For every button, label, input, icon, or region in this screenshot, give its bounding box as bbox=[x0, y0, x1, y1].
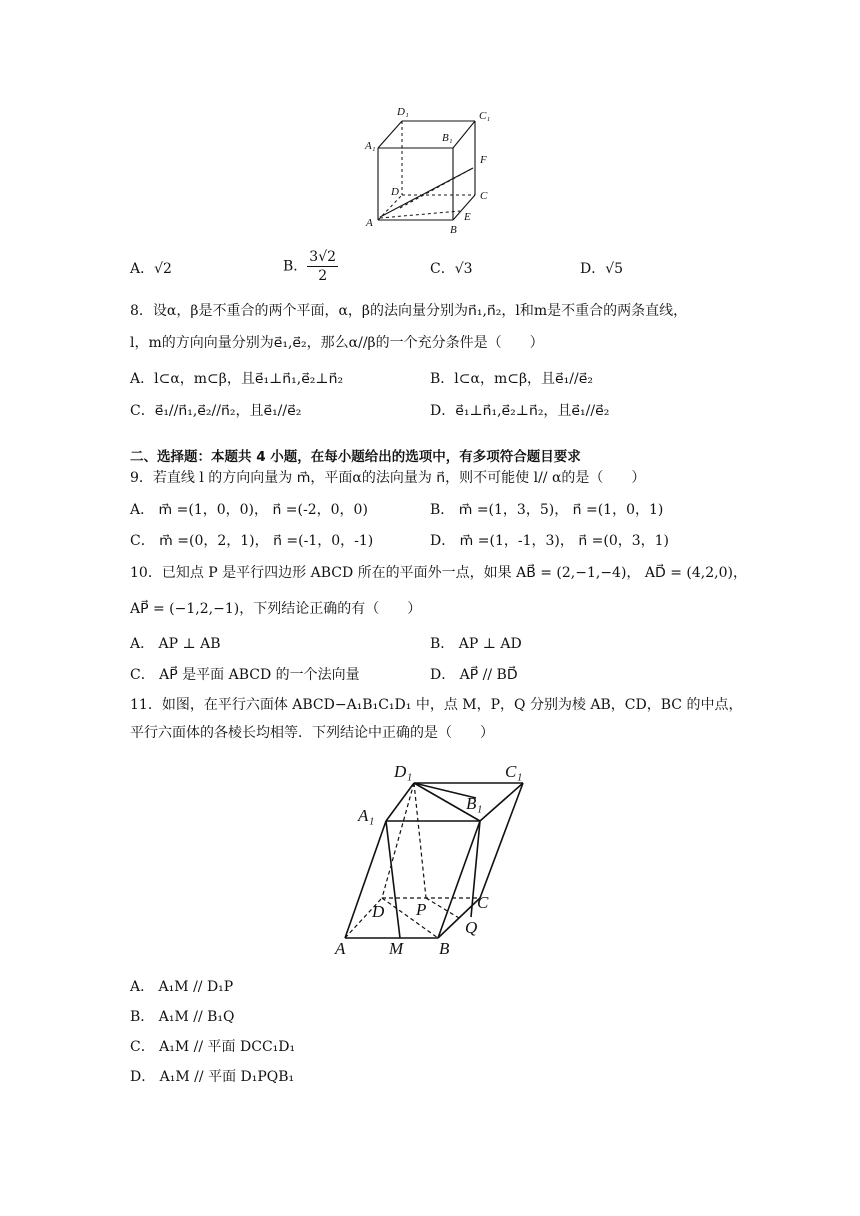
q10-stem-line2: AP⃗ = (−1,2,−1)，下列结论正确的有（ ） bbox=[130, 601, 422, 617]
label-B1: B₁ bbox=[466, 794, 483, 813]
q10-option-b[interactable]: B． AP ⊥ AD bbox=[430, 636, 522, 652]
label-Q: Q bbox=[465, 918, 478, 937]
label-B1: B₁ bbox=[442, 132, 453, 144]
label-D: D bbox=[372, 902, 385, 921]
label-B: B bbox=[450, 224, 457, 236]
q11-stem-line1: 11．如图，在平行六面体 ABCD−A₁B₁C₁D₁ 中，点 M，P，Q 分别为棱 AB，CD，BC 的中点， bbox=[130, 697, 743, 713]
q10-option-d[interactable]: D． AP⃗ // BD⃗ bbox=[430, 667, 518, 683]
q11-stem-line2: 平行六面体的各棱长均相等．下列结论中正确的是（ ） bbox=[130, 725, 494, 741]
label-C: C bbox=[480, 190, 488, 202]
label-A: A bbox=[335, 939, 346, 958]
q9-option-d[interactable]: D． m⃗ =(1，-1，3)， n⃗ =(0，3，1) bbox=[430, 533, 670, 549]
q8-option-c[interactable]: C．e⃗₁//n⃗₁,e⃗₂//n⃗₂，且e⃗₁//e⃗₂ bbox=[130, 403, 302, 419]
parallelepiped-figure bbox=[330, 755, 540, 960]
label-D: D bbox=[391, 186, 399, 198]
label-E: E bbox=[464, 211, 471, 223]
q10-option-c[interactable]: C． AP⃗ 是平面 ABCD 的一个法向量 bbox=[130, 667, 360, 683]
q10-option-a[interactable]: A． AP ⊥ AB bbox=[130, 636, 221, 652]
q8-stem-line1: 8．设α，β是不重合的两个平面，α，β的法向量分别为n⃗₁,n⃗₂，l和m是不重合的两条直线， bbox=[130, 303, 688, 319]
q7-option-b-num: 3√2 bbox=[309, 249, 337, 265]
q8-option-b[interactable]: B．l⊂α，m⊂β，且e⃗₁//e⃗₂ bbox=[430, 371, 593, 387]
cube-figure bbox=[360, 100, 510, 240]
label-B: B bbox=[439, 939, 450, 958]
label-A1: A₁ bbox=[358, 806, 375, 825]
label-C1: C₁ bbox=[479, 110, 491, 122]
q7-option-b-den: 2 bbox=[318, 268, 328, 284]
label-C: C bbox=[477, 893, 489, 912]
q11-option-b[interactable]: B． A₁M // B₁Q bbox=[130, 1009, 235, 1025]
q11-option-a[interactable]: A． A₁M // D₁P bbox=[130, 979, 234, 995]
label-A: A bbox=[366, 217, 373, 229]
q7-option-d[interactable]: D．√5 bbox=[580, 261, 624, 277]
q9-stem: 9．若直线 l 的方向向量为 m⃗，平面α的法向量为 n⃗，则不可能使 l// α的是（ ） bbox=[130, 470, 646, 486]
q8-stem-line2: l，m的方向向量分别为e⃗₁,e⃗₂，那么α//β的一个充分条件是（ ） bbox=[130, 335, 544, 351]
q7-option-b-fraction bbox=[307, 248, 338, 285]
q9-option-a[interactable]: A． m⃗ =(1，0，0)， n⃗ =(-2，0，0) bbox=[130, 502, 368, 518]
label-M: M bbox=[389, 939, 404, 958]
q7-option-b[interactable] bbox=[283, 248, 338, 285]
q9-option-b[interactable]: B． m⃗ =(1，3，5)， n⃗ =(1，0，1) bbox=[430, 502, 664, 518]
q8-option-d[interactable]: D．e⃗₁⊥n⃗₁,e⃗₂⊥n⃗₂，且e⃗₁//e⃗₂ bbox=[430, 403, 610, 419]
q11-option-c[interactable]: C． A₁M // 平面 DCC₁D₁ bbox=[130, 1039, 296, 1055]
q7-option-a[interactable]: A．√2 bbox=[130, 261, 172, 277]
label-A1: A₁ bbox=[365, 140, 376, 152]
q8-option-a[interactable]: A．l⊂α，m⊂β，且e⃗₁⊥n⃗₁,e⃗₂⊥n⃗₂ bbox=[130, 371, 344, 387]
q9-option-c[interactable]: C． m⃗ =(0，2，1)， n⃗ =(-1，0，-1) bbox=[130, 533, 374, 549]
q7-option-c[interactable]: C．√3 bbox=[430, 261, 473, 277]
q7-option-b-label: B． bbox=[283, 258, 308, 275]
label-P: P bbox=[416, 900, 427, 919]
label-D1: D₁ bbox=[397, 106, 409, 118]
q11-option-d[interactable]: D． A₁M // 平面 D₁PQB₁ bbox=[130, 1069, 295, 1085]
label-C1: C₁ bbox=[505, 762, 523, 781]
q10-stem-line1: 10．已知点 P 是平行四边形 ABCD 所在的平面外一点，如果 AB⃗ = (2,−1,−4)， AD⃗ = (4,2,0)， bbox=[130, 565, 747, 581]
label-F: F bbox=[480, 154, 487, 166]
section-2-heading: 二、选择题：本题共 4 小题，在每小题给出的选项中，有多项符合题目要求 bbox=[130, 449, 581, 465]
label-D1: D₁ bbox=[394, 762, 413, 781]
